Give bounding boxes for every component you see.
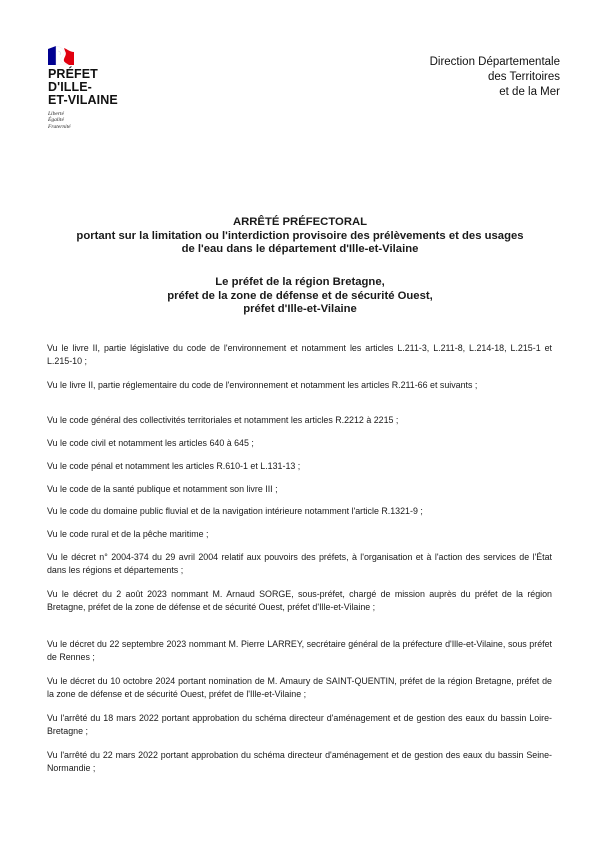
issuing-department xyxy=(430,55,560,101)
visa-item: Vu l'arrêté du 18 mars 2022 portant approbation du schéma directeur d'aménagement et de gestion des eaux du bassin Loire-Bretagne ; xyxy=(47,713,552,737)
prefect-line: préfet d'Ille-et-Vilaine xyxy=(243,303,357,316)
direction-line: Direction Départementale xyxy=(429,56,560,68)
decree-title xyxy=(30,216,570,257)
republic-motto xyxy=(48,111,148,130)
visa-item: Vu le code rural et de la pêche maritime ; xyxy=(47,529,209,539)
motto-line: Liberté xyxy=(48,111,64,117)
prefect-line: Le préfet de la région Bretagne, xyxy=(215,276,385,288)
visa-item: Vu le livre II, partie réglementaire du code de l'environnement et notamment les articles R.211-66 et suivants ; xyxy=(47,380,478,390)
motto-line: Égalité xyxy=(48,117,64,124)
logo-line: PRÉFET xyxy=(48,67,98,81)
motto-line: Fraternité xyxy=(48,123,71,130)
decree-subtitle-line: portant sur la limitation ou l'interdiction provisoire des prélèvements et des usages xyxy=(76,229,524,242)
visa-item: Vu le code général des collectivités territoriales et notamment les articles R.2212 à 2215 ; xyxy=(47,415,399,425)
visa-item: Vu le décret du 10 octobre 2024 portant nomination de M. Amaury de SAINT-QUENTIN, préfet de la région Bretagne, préfet de la zone de défense et de sécurité Ouest, préfet de l'Ille-et-Vilaine ; xyxy=(47,676,552,700)
visa-item: Vu le code pénal et notamment les articles R.610-1 et L.131-13 ; xyxy=(47,461,301,471)
visa-item: Vu le livre II, partie législative du code de l'environnement et notamment les articles L.211-3, L.211-8, L.214-18, L.215-1 et L.215-10 ; xyxy=(47,343,552,367)
prefecture-logo xyxy=(48,46,148,130)
visa-item: Vu le décret du 2 août 2023 nommant M. Arnaud SORGE, sous-préfet, chargé de mission auprès du préfet de la région Bretagne, préfet de la zone de défense et de sécurité Ouest, préfet d'Ille-et-Vilaine ; xyxy=(47,589,552,613)
logo-line: ET-VILAINE xyxy=(48,93,118,107)
visa-item: Vu le code civil et notamment les articles 640 à 645 ; xyxy=(47,438,254,448)
direction-line: et de la Mer xyxy=(499,86,560,99)
visa-item: Vu le décret du 22 septembre 2023 nommant M. Pierre LARREY, secrétaire général de la préfecture d'Ille-et-Vilaine, sous préfet de Rennes ; xyxy=(47,639,552,663)
logo-line: D'ILLE- xyxy=(48,80,92,94)
logo-title xyxy=(48,68,148,107)
prefect-designation xyxy=(30,276,570,317)
prefect-line: préfet de la zone de défense et de sécurité Ouest, xyxy=(167,289,433,302)
marianne-emblem-icon xyxy=(48,46,74,65)
visa-item: Vu le décret n° 2004-374 du 29 avril 2004 relatif aux pouvoirs des préfets, à l'organisation et à l'action des services de l'État dans les régions et départements ; xyxy=(47,552,552,576)
decree-heading: ARRÊTÉ PRÉFECTORAL xyxy=(232,216,368,228)
visa-item: Vu le code du domaine public fluvial et de la navigation intérieure notamment l'article R.1321-9 ; xyxy=(47,506,423,516)
direction-line: des Territoires xyxy=(487,71,560,84)
decree-subtitle-line: de l'eau dans le département d'Ille-et-Vilaine xyxy=(181,243,419,256)
visa-item: Vu l'arrêté du 22 mars 2022 portant approbation du schéma directeur d'aménagement et de gestion des eaux du bassin Seine-Normandie ; xyxy=(47,750,552,774)
visa-item: Vu le code de la santé publique et notamment son livre III ; xyxy=(47,484,278,494)
